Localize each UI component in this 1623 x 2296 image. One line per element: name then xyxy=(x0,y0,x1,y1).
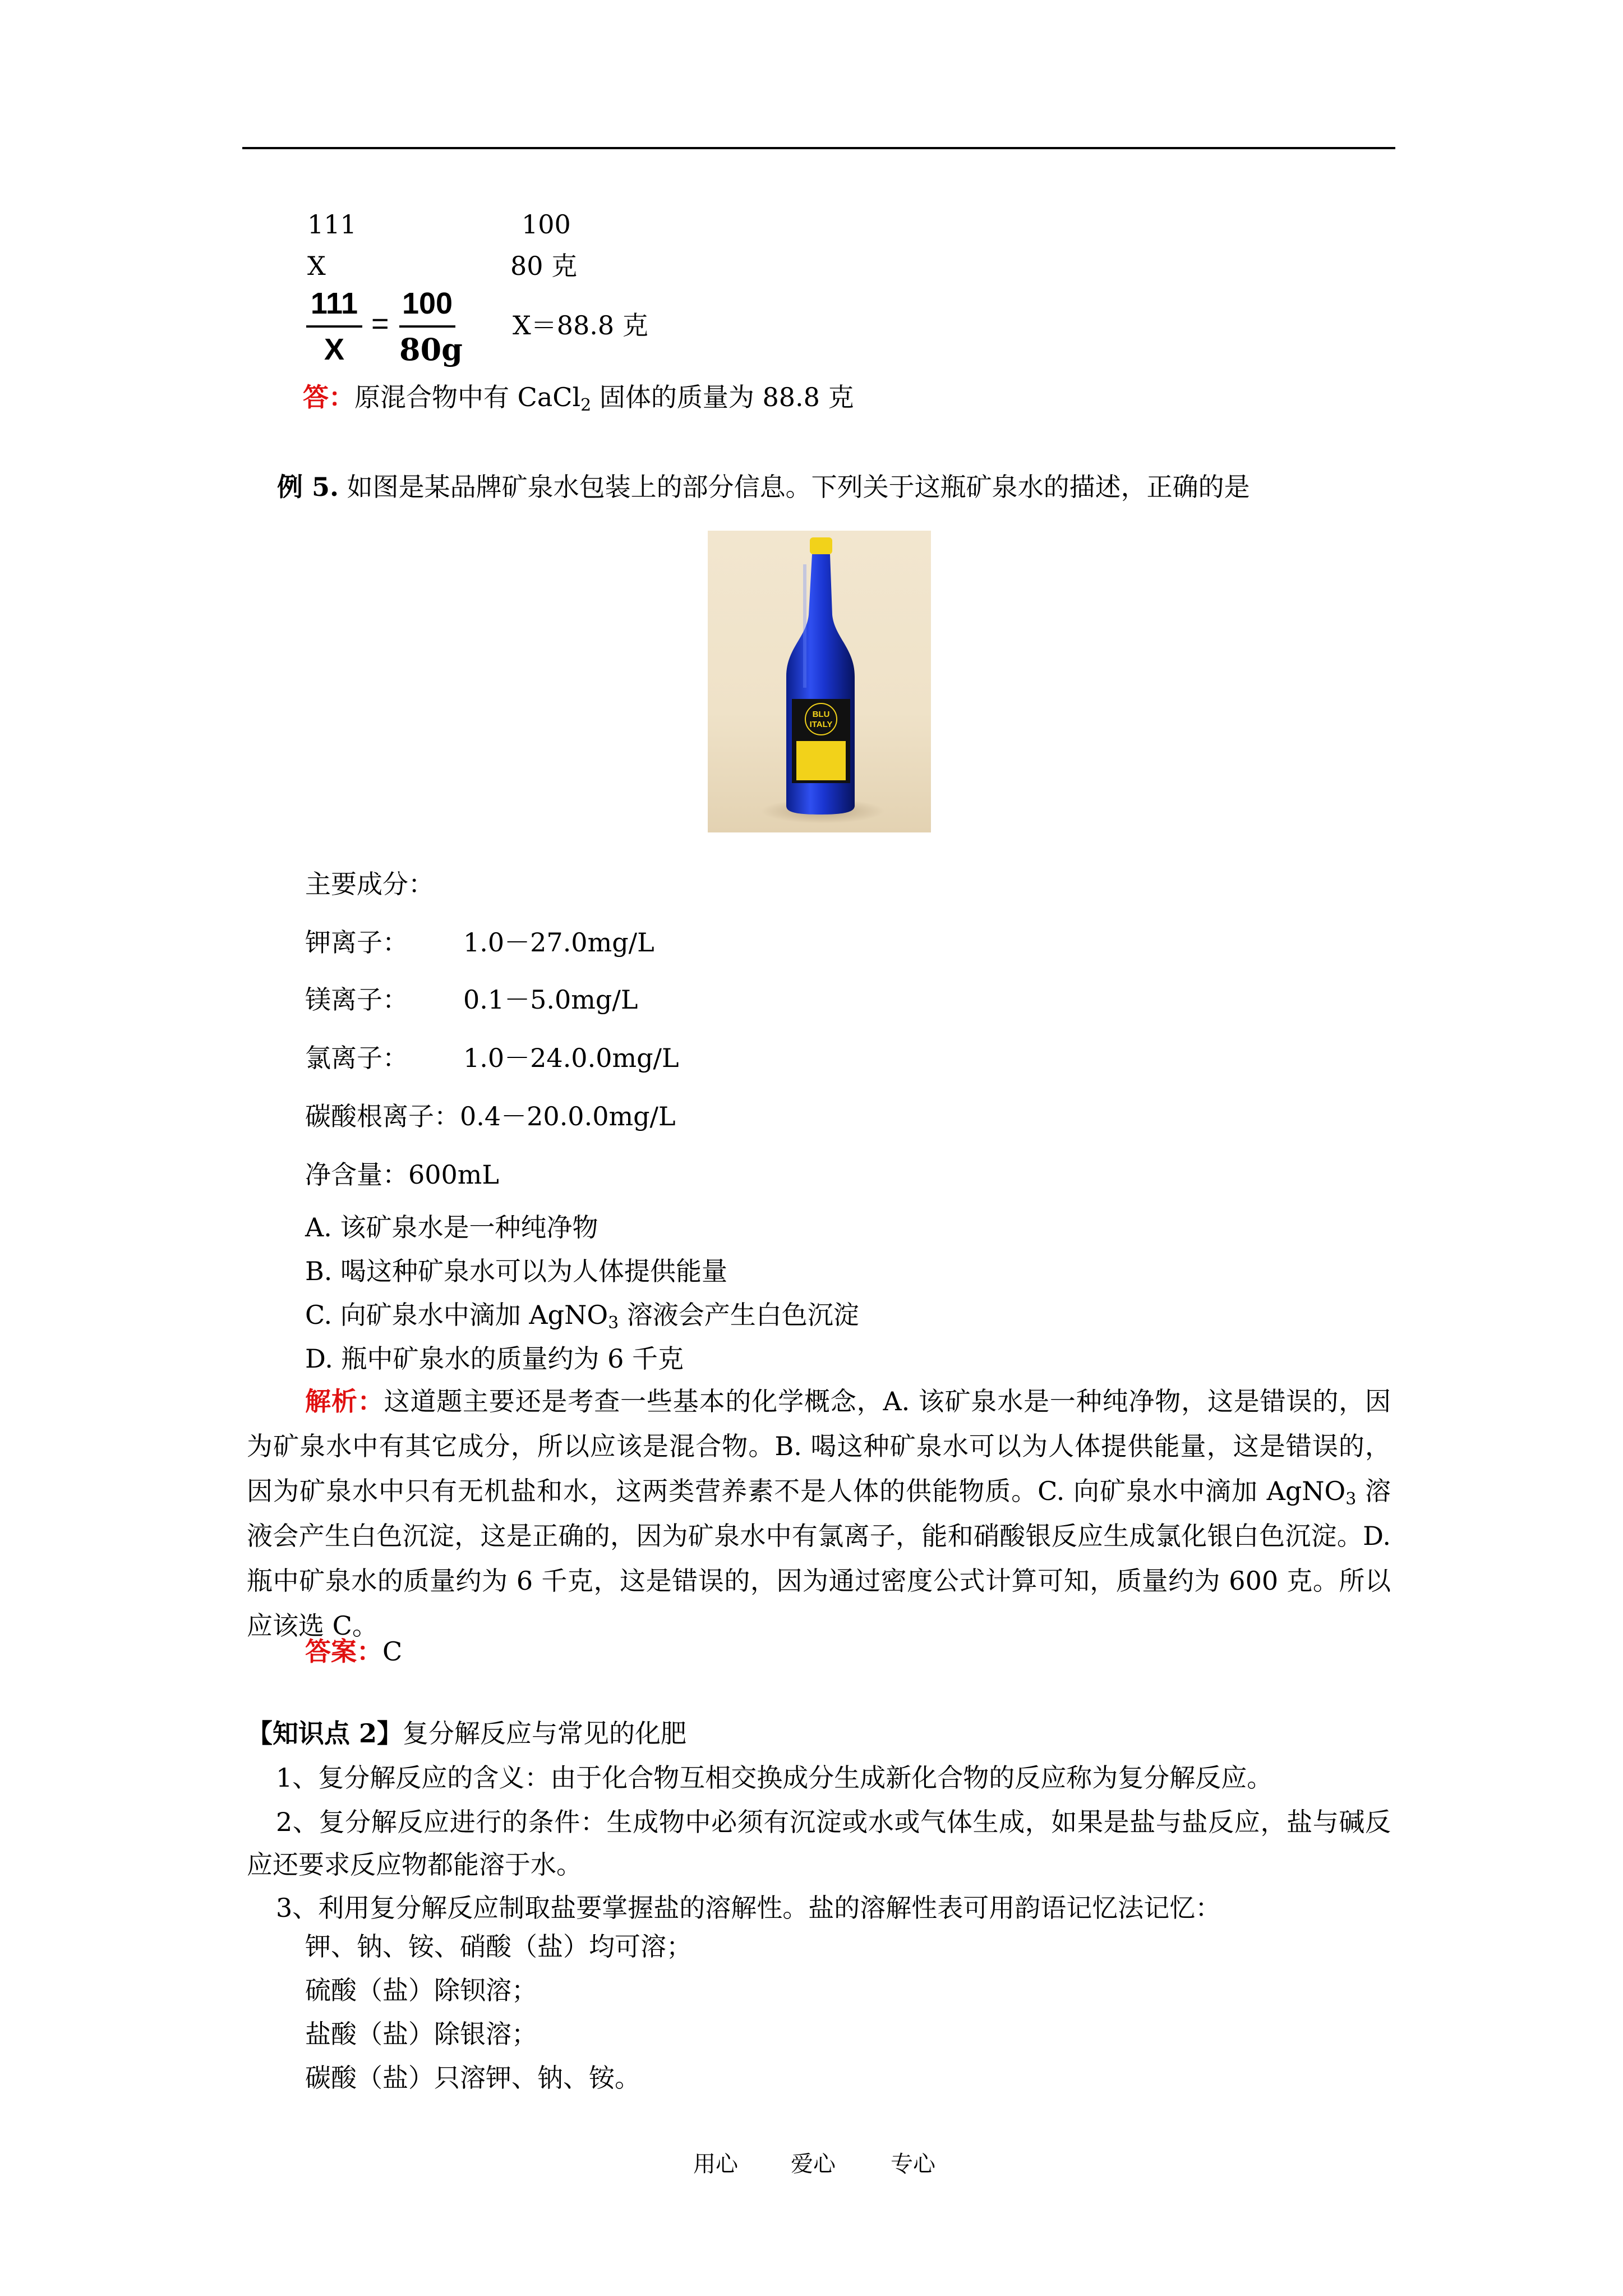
answer-label: 答： xyxy=(303,382,354,412)
ingredient-carbonate xyxy=(305,1099,676,1133)
rhyme-line-1: 钾、钠、铵、硝酸（盐）均可溶； xyxy=(305,1931,692,1962)
analysis-text-2: 溶液会产生白色沉淀，这是正确的，因为矿泉水中有氯离子，能和硝酸银反应生成氯化银白色沉淀。D. 瓶中矿泉水的质量约为 6 千克，这是错误的，因为通过密度公式计算可知，质量约为 600 克。所以应该选 C。 xyxy=(247,1476,1391,1641)
ingredient-value-potassium: 1.0－27.0mg/L xyxy=(463,927,654,958)
footer-word-3: 专心 xyxy=(891,2151,935,2177)
brand-line2: ITALY xyxy=(809,720,833,729)
rhyme-line-2: 硫酸（盐）除钡溶； xyxy=(305,1975,537,2005)
ingredient-name-potassium: 钾离子： xyxy=(305,927,408,958)
knowledge-point-3: 3、利用复分解反应制取盐要掌握盐的溶解性。盐的溶解性表可用韵语记忆法记忆： xyxy=(276,1893,1221,1923)
option-d: D. 瓶中矿泉水的质量约为 6 千克 xyxy=(305,1343,684,1374)
fraction-left-numerator: 111 xyxy=(310,287,358,320)
brand-line1: BLU xyxy=(812,710,830,719)
knowledge-heading-text: 复分解反应与常见的化肥 xyxy=(403,1718,687,1749)
ingredient-name-carbonate: 碳酸根离子： xyxy=(305,1101,460,1131)
calc-row1-right: 100 xyxy=(522,209,571,240)
answer-text-post: 固体的质量为 88.8 克 xyxy=(591,382,854,412)
bottle-label-panel xyxy=(796,741,846,780)
fraction-right-denominator: 80g xyxy=(399,332,463,367)
analysis-answer xyxy=(305,1635,402,1668)
footer-word-1: 用心 xyxy=(693,2151,738,2177)
analysis-answer-label: 答案： xyxy=(305,1636,382,1667)
fraction-left-denominator: X xyxy=(324,333,345,366)
mineral-water-bottle-image xyxy=(708,531,931,832)
fraction-right xyxy=(399,284,463,369)
fraction-left xyxy=(306,284,362,369)
footer-word-2: 爱心 xyxy=(791,2151,836,2177)
bottle-cap xyxy=(810,537,832,554)
calc-result: X＝88.8 克 xyxy=(513,310,648,341)
analysis-paragraph xyxy=(247,1379,1391,1648)
answer-subscript: 2 xyxy=(580,395,592,415)
knowledge-point-2: 2、复分解反应进行的条件：生成物中必须有沉淀或水或气体生成，如果是盐与盐反应，盐与碱反应还要求反应物都能溶于水。 xyxy=(247,1807,1391,1880)
ingredient-name-magnesium: 镁离子： xyxy=(305,984,408,1015)
answer-text-pre: 原混合物中有 CaCl xyxy=(354,382,581,412)
option-c xyxy=(305,1298,859,1332)
fraction-left-bar xyxy=(306,325,362,328)
calc-row2-left: X xyxy=(307,251,326,281)
calc-row2-right: 80 克 xyxy=(510,251,578,281)
option-a: A. 该矿泉水是一种纯净物 xyxy=(305,1212,598,1243)
ingredient-value-magnesium: 0.1－5.0mg/L xyxy=(463,984,638,1015)
rhyme-line-4: 碳酸（盐）只溶钾、钠、铵。 xyxy=(305,2063,640,2093)
bottle-illustration xyxy=(708,531,931,832)
ingredient-value-chloride: 1.0－24.0.0mg/L xyxy=(463,1043,679,1073)
option-b: B. 喝这种矿泉水可以为人体提供能量 xyxy=(305,1256,728,1286)
ingredients-title: 主要成分： xyxy=(305,869,434,899)
option-c-subscript: 3 xyxy=(608,1313,619,1333)
calc-row1-left: 111 xyxy=(307,209,357,240)
ingredient-value-carbonate: 0.4－20.0.0mg/L xyxy=(460,1101,676,1131)
option-c-post: 溶液会产生白色沉淀 xyxy=(619,1300,859,1330)
analysis-answer-value: C xyxy=(382,1636,403,1667)
example-question: 如图是某品牌矿泉水包装上的部分信息。下列关于这瓶矿泉水的描述，正确的是 xyxy=(339,472,1250,502)
fraction-right-bar xyxy=(399,325,455,328)
example-label: 例 5. xyxy=(277,472,339,502)
equals-sign: = xyxy=(371,307,389,341)
ingredient-name-chloride: 氯离子： xyxy=(305,1043,408,1073)
knowledge-heading-bracket: 【知识点 2】 xyxy=(247,1718,403,1749)
analysis-label: 解析： xyxy=(305,1386,384,1416)
analysis-subscript: 3 xyxy=(1345,1489,1357,1509)
net-content: 净含量：600mL xyxy=(305,1159,499,1190)
calc-answer xyxy=(303,380,854,414)
knowledge-heading xyxy=(247,1717,686,1750)
fraction-right-numerator: 100 xyxy=(402,287,453,320)
analysis-text-1: 这道题主要还是考查一些基本的化学概念，A. 该矿泉水是一种纯净物，这是错误的，因为矿泉水中有其它成分，所以应该是混合物。B. 喝这种矿泉水可以为人体提供能量，这是错误的，因为矿泉水中只有无机盐和水，这两类营养素不是人体的供能物质。C. 向矿泉水中滴加 AgNO xyxy=(247,1386,1391,1506)
header-rule xyxy=(242,147,1395,149)
knowledge-point-1: 1、复分解反应的含义：由于化合物互相交换成分生成新化合物的反应称为复分解反应。 xyxy=(276,1763,1273,1793)
rhyme-line-3: 盐酸（盐）除银溶； xyxy=(305,2019,537,2049)
example-heading xyxy=(277,470,1250,504)
option-c-pre: C. 向矿泉水中滴加 AgNO xyxy=(305,1300,608,1330)
